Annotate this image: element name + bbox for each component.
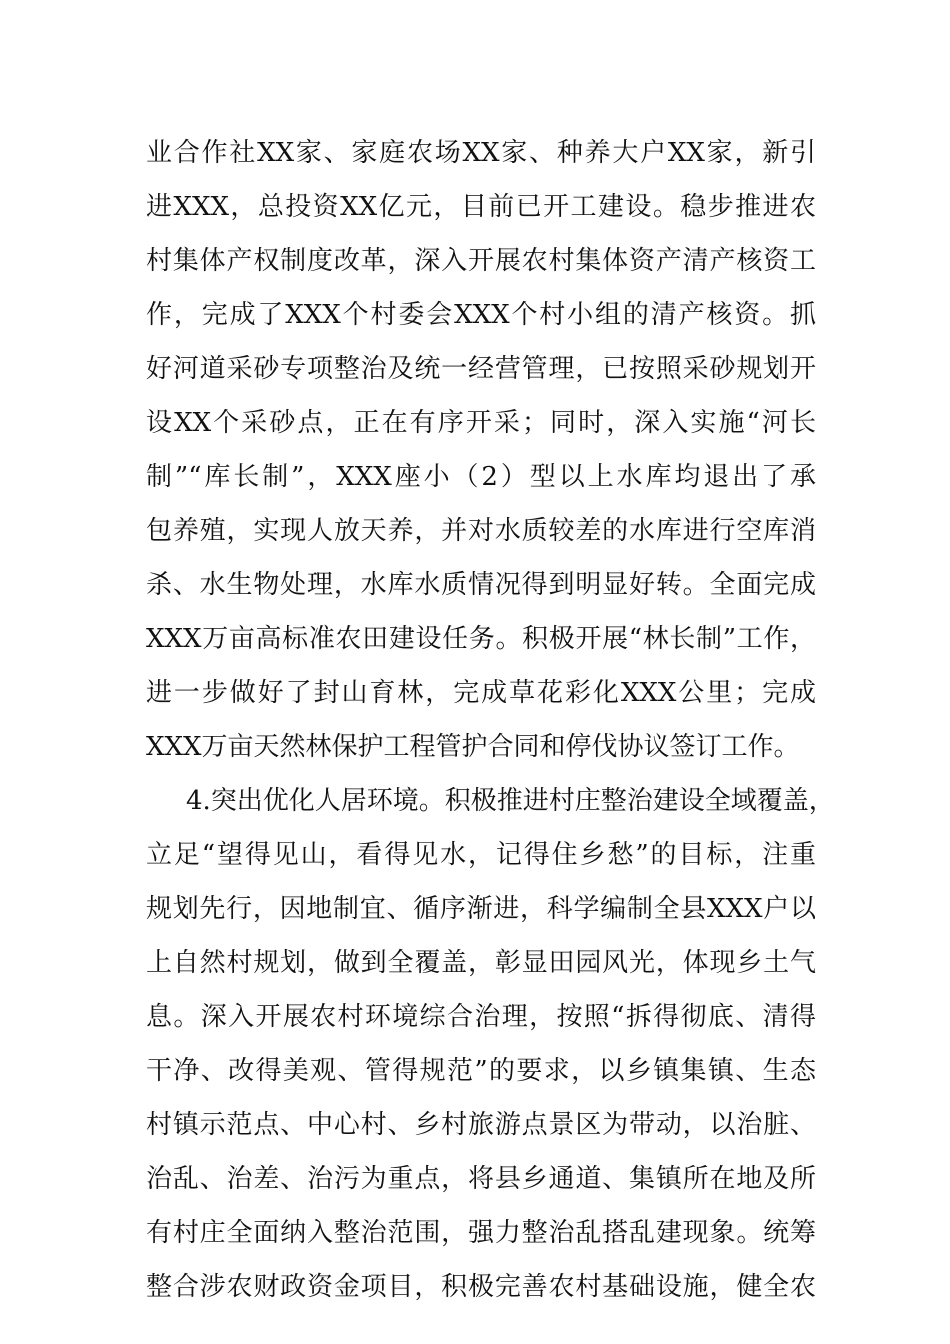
text-line: XXX万亩高标准农田建设任务。积极开展“林长制”工作， — [146, 624, 816, 654]
text-line: 息。深入开展农村环境综合治理，按照“拆得彻底、清得 — [146, 1002, 816, 1032]
text-line: 进XXX，总投资XX亿元，目前已开工建设。稳步推进农 — [146, 192, 816, 222]
text-line: 村镇示范点、中心村、乡村旅游点景区为带动，以治脏、 — [146, 1110, 816, 1140]
text-line: 业合作社XX家、家庭农场XX家、种养大户XX家，新引 — [146, 138, 816, 168]
section-heading-line: 4.突出优化人居环境。积极推进村庄整治建设全域覆盖， — [186, 786, 835, 816]
text-line: 制”“库长制”，XXX座小（2）型以上水库均退出了承 — [146, 462, 816, 492]
text-line: 杀、水生物处理，水库水质情况得到明显好转。全面完成 — [146, 570, 816, 600]
text-line: 设XX个采砂点，正在有序开采；同时，深入实施“河长 — [146, 408, 816, 438]
text-line: 包养殖，实现人放天养，并对水质较差的水库进行空库消 — [146, 516, 816, 546]
text-line: 干净、改得美观、管得规范”的要求，以乡镇集镇、生态 — [146, 1056, 816, 1086]
text-line: 村集体产权制度改革，深入开展农村集体资产清产核资工 — [146, 246, 816, 276]
text-line: 有村庄全面纳入整治范围，强力整治乱搭乱建现象。统筹 — [146, 1218, 816, 1248]
text-line: 好河道采砂专项整治及统一经营管理，已按照采砂规划开 — [146, 354, 816, 384]
text-line: 规划先行，因地制宜、循序渐进，科学编制全县XXX户以 — [146, 894, 816, 924]
text-line: 上自然村规划，做到全覆盖，彰显田园风光，体现乡土气 — [146, 948, 816, 978]
text-line: 进一步做好了封山育林，完成草花彩化XXX公里；完成 — [146, 678, 816, 708]
text-line: 治乱、治差、治污为重点，将县乡通道、集镇所在地及所 — [146, 1164, 816, 1194]
text-line: 整合涉农财政资金项目，积极完善农村基础设施，健全农 — [146, 1272, 816, 1302]
text-line: 立足“望得见山，看得见水，记得住乡愁”的目标，注重 — [146, 840, 816, 870]
body-text — [146, 126, 835, 1314]
paragraph-end-line: XXX万亩天然林保护工程管护合同和停伐协议签订工作。 — [146, 732, 800, 762]
text-line: 作，完成了XXX个村委会XXX个村小组的清产核资。抓 — [146, 300, 816, 330]
